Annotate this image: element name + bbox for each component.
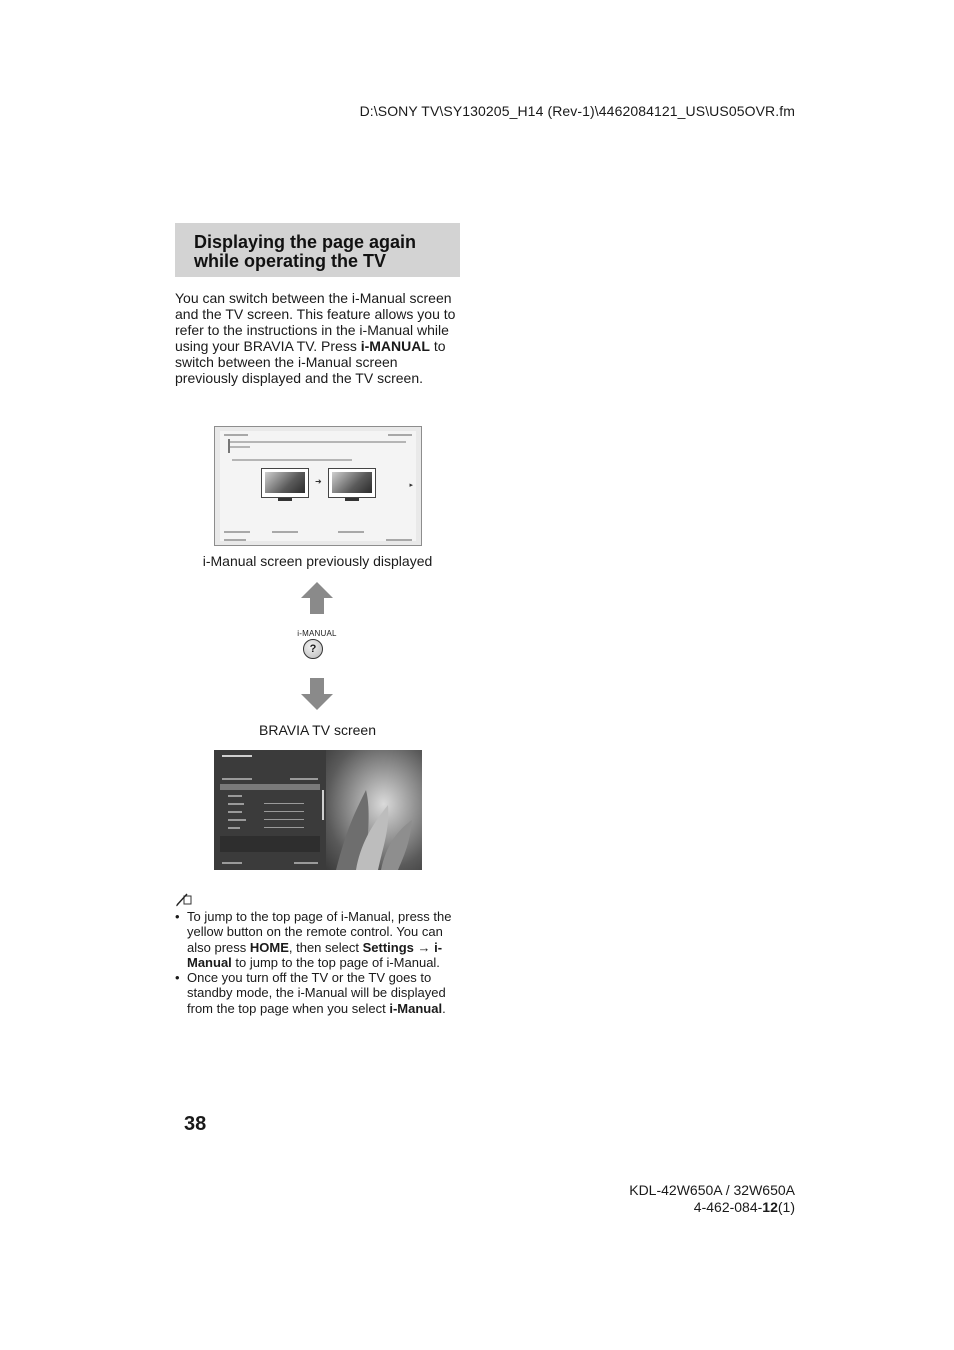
heading-line-2: while operating the TV <box>194 251 387 271</box>
part-number: 4-462-084-12(1) <box>693 1199 795 1215</box>
settings-menu-panel <box>214 750 326 870</box>
intro-text-after: to switch between the i-Manual screen previously displayed and the TV screen. <box>175 338 446 386</box>
intro-key: i-MANUAL <box>360 338 430 354</box>
model-info <box>629 1182 795 1216</box>
intro-text-before: You can switch between the i-Manual screen and the TV screen. This feature allows you to refer to the instructions in the i-Manual while using your BRAVIA TV. Press <box>175 290 456 354</box>
heading-line-1: Displaying the page again <box>194 232 417 252</box>
imanual-screen-image <box>214 426 422 546</box>
tv-thumbnail-right <box>328 468 376 498</box>
imanual-button-label: i-MANUAL <box>297 629 337 638</box>
menu-imanual: i-Manual <box>187 939 443 970</box>
menu-imanual: i-Manual <box>389 1000 443 1016</box>
arrow-down-icon <box>301 678 333 710</box>
caption-tv-screen: BRAVIA TV screen <box>259 722 376 738</box>
intro-paragraph <box>175 290 462 386</box>
note-pencil-icon <box>176 891 192 907</box>
bravia-tv-screen-image <box>214 750 422 870</box>
caption-imanual-screen: i-Manual screen previously displayed <box>202 553 433 569</box>
note-item: • Once you turn off the TV or the TV goes to standby mode, the i-Manual will be displayed from the top page when you select i-Manual. <box>175 970 465 1016</box>
page-number: 38 <box>184 1113 207 1135</box>
section-heading-box <box>175 223 460 277</box>
arrow-glyph: → <box>413 939 435 955</box>
note-item: • To jump to the top page of i-Manual, press the yellow button on the remote control. You can also press HOME, then select Settings → i-Manual to jump to the top page of i-Manual. <box>175 909 465 970</box>
model-number: KDL-42W650A / 32W650A <box>629 1182 795 1198</box>
imanual-screen-content <box>220 431 416 541</box>
notes-list <box>175 909 465 1016</box>
arrow-right-icon: ➜ <box>315 477 322 486</box>
chevron-right-icon: ▸ <box>409 482 413 489</box>
imanual-button: ? <box>303 639 323 659</box>
menu-settings: Settings <box>362 939 414 955</box>
arrow-up-icon <box>301 582 333 614</box>
file-path: D:\SONY TV\SY130205_H14 (Rev-1)\4462084121_US\US05OVR.fm <box>359 103 795 119</box>
tv-photo-background <box>326 750 422 870</box>
key-home: HOME <box>249 939 289 955</box>
section-heading <box>194 233 456 271</box>
tv-thumbnail-left <box>261 468 309 498</box>
